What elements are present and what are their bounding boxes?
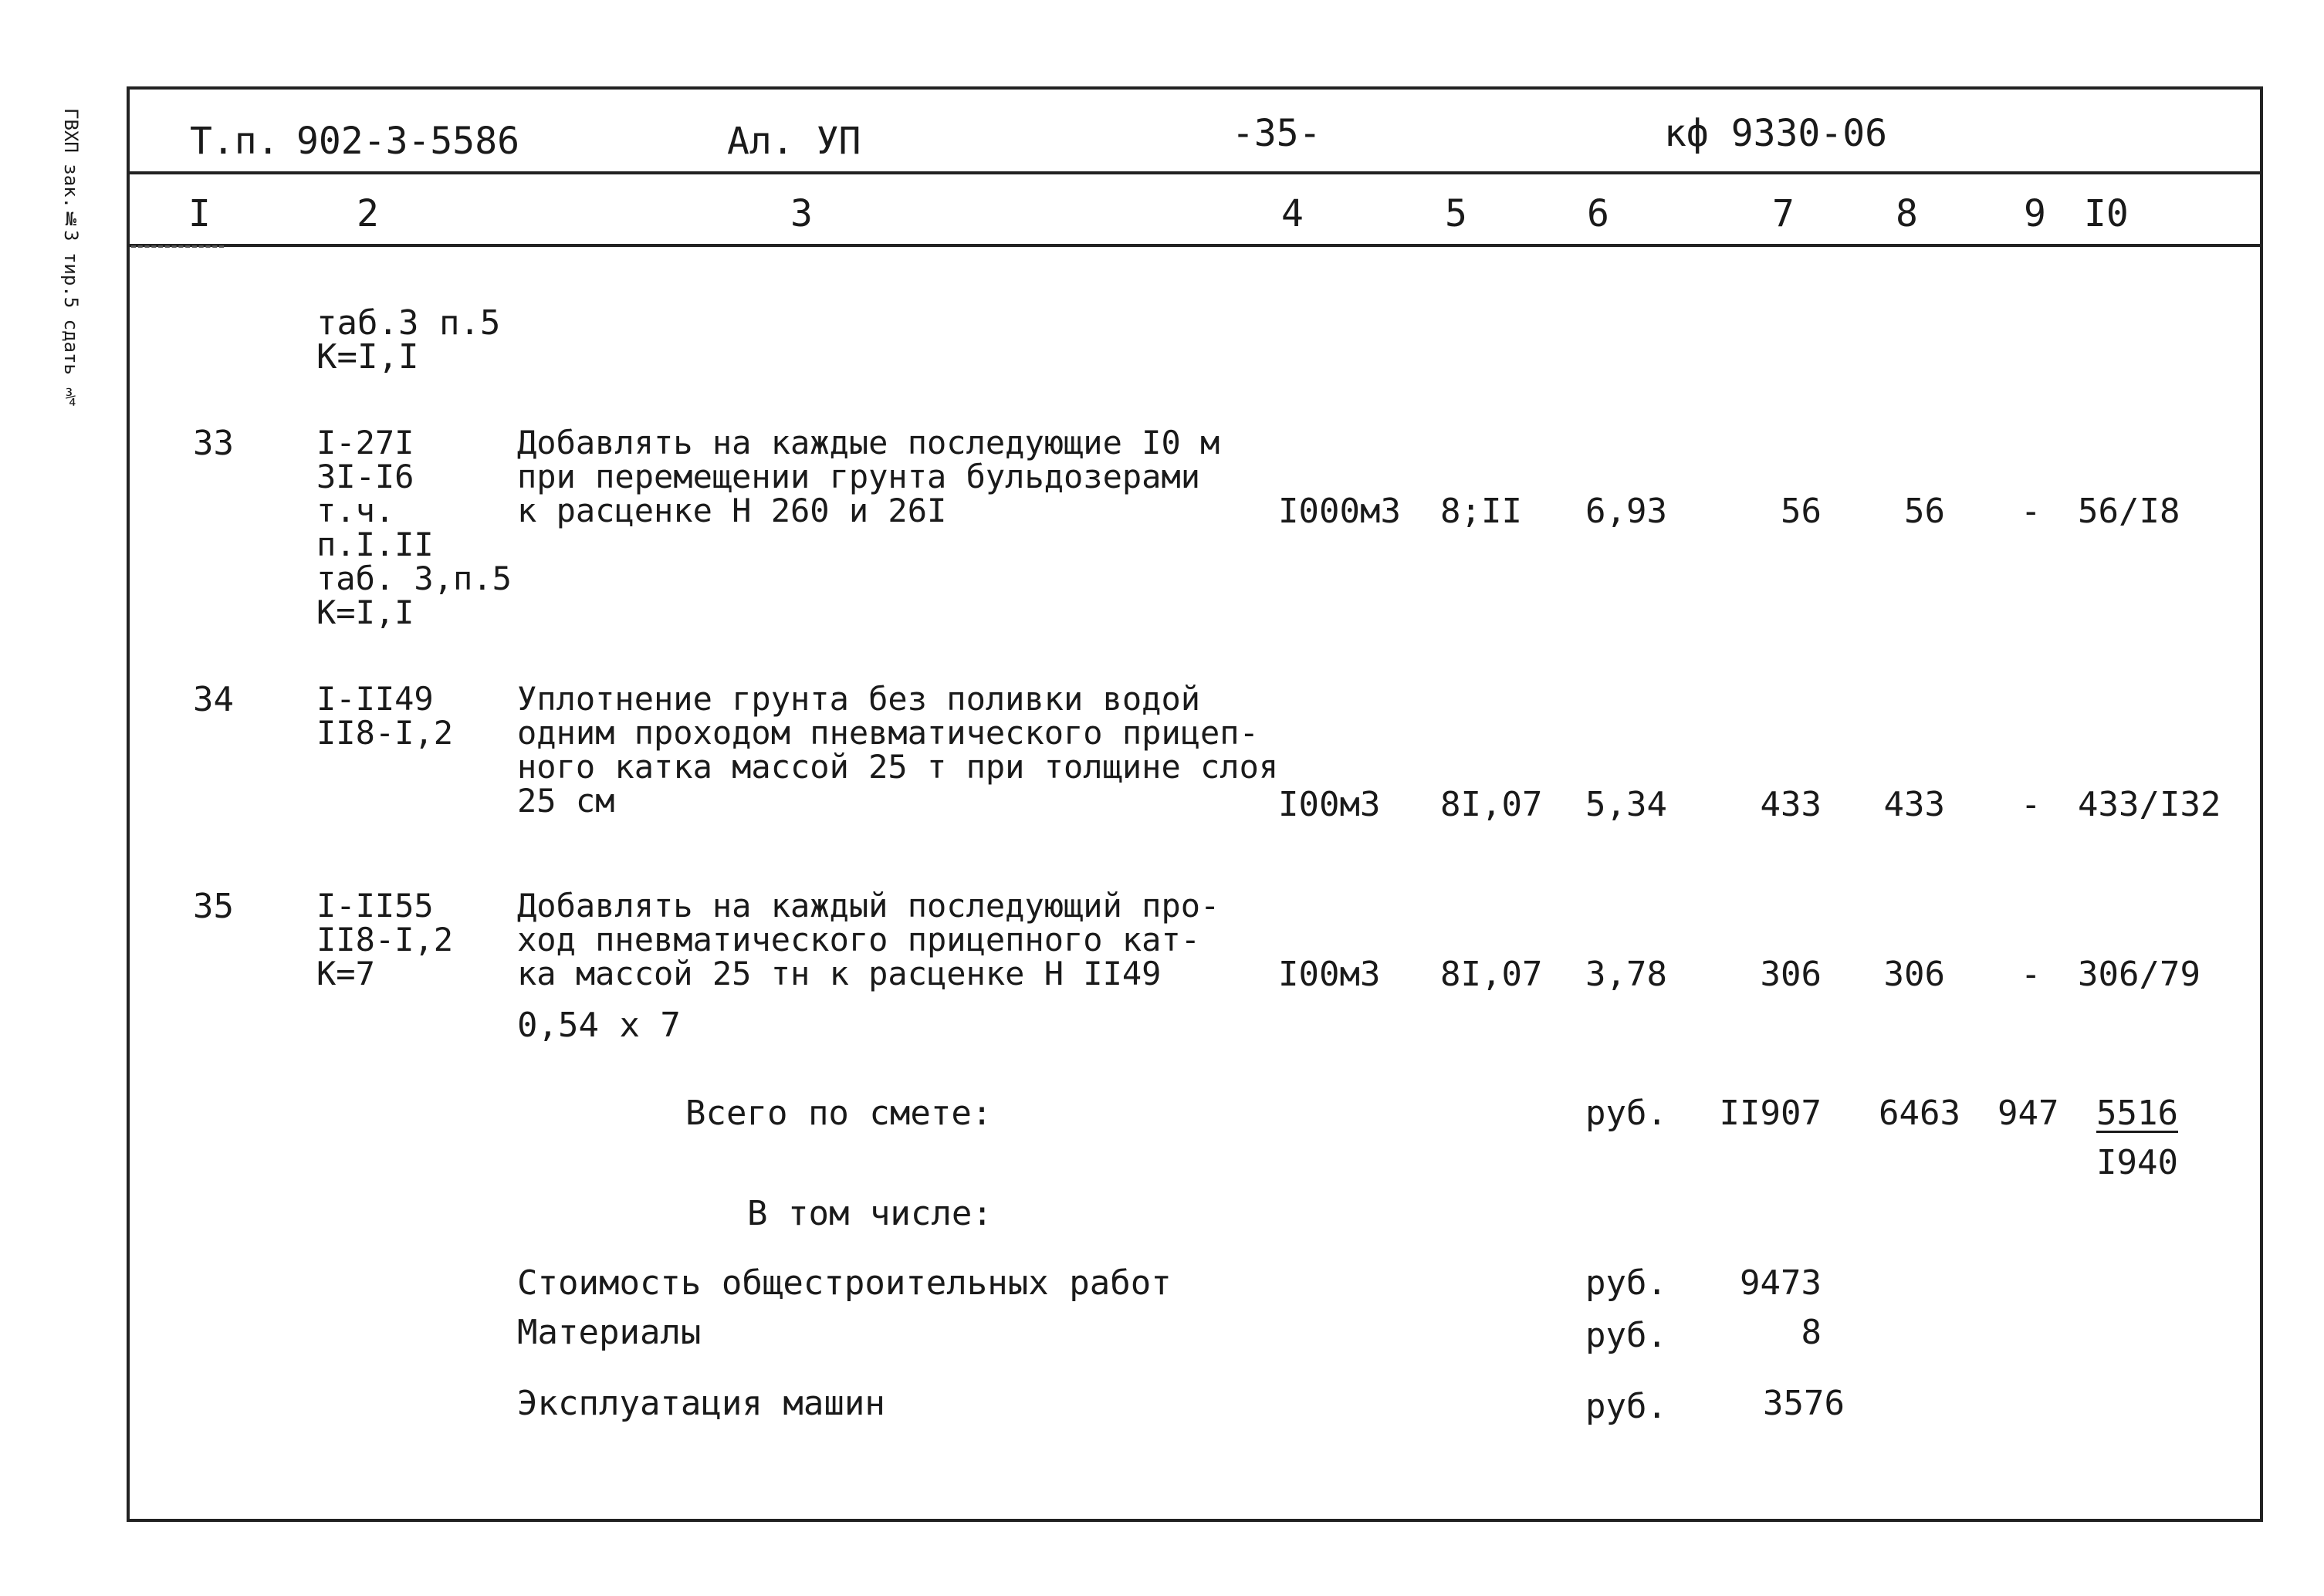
breakdown-label: Эксплуатация машин xyxy=(517,1384,885,1423)
row-35-num: 35 xyxy=(193,887,234,926)
row-33-c10: 56/I8 xyxy=(2078,492,2180,531)
row-35-note: 0,54 х 7 xyxy=(517,1006,681,1045)
col-10: I0 xyxy=(2084,192,2129,235)
header-divider xyxy=(127,171,2263,174)
total-c8: 6463 xyxy=(1879,1094,1960,1133)
row-35-ref: II8-I,2 xyxy=(316,921,454,959)
total-c10-bottom: I940 xyxy=(2096,1143,2178,1182)
row-33-price: 6,93 xyxy=(1585,492,1667,531)
row-35-unit: I00м3 xyxy=(1278,955,1381,994)
row-33-qty: 8;II xyxy=(1440,492,1522,531)
tp-number: 902-3-5586 xyxy=(296,120,519,163)
row-34-c10: 433/I32 xyxy=(2078,785,2221,824)
row-33-desc: при перемещении грунта бульдозерами xyxy=(517,458,1201,495)
tp-label: Т.п. xyxy=(190,120,279,163)
row-33-ref: I-27I xyxy=(316,424,414,462)
row-34-ref: II8-I,2 xyxy=(316,714,454,752)
row-35-ref: I-II55 xyxy=(316,887,434,925)
breakdown-unit: руб. xyxy=(1585,1387,1667,1426)
breakdown-label: Стоимость общестроительных работ xyxy=(517,1263,1172,1303)
row-33-ref: К=I,I xyxy=(316,593,414,631)
row-34-c8: 433 xyxy=(1883,785,1945,824)
row-33-unit: I000м3 xyxy=(1278,492,1401,531)
row-33-ref: таб. 3,п.5 xyxy=(316,560,512,597)
row-34-desc: ного катка массой 25 т при толщине слоя xyxy=(517,748,1279,786)
row-33-ref: п.I.II xyxy=(316,526,434,563)
margin-note: ГВХП зак.№3 тир.5 сдать ¾ xyxy=(60,108,82,408)
total-c9: 947 xyxy=(1998,1094,2059,1133)
row-33-c9: - xyxy=(2021,492,2042,531)
including-label: В том числе: xyxy=(747,1194,993,1233)
breakdown-value: 3576 xyxy=(1763,1384,1845,1423)
col-6: 6 xyxy=(1587,192,1609,235)
row-33-desc: к расценке Н 260 и 26I xyxy=(517,492,947,529)
row-34-qty: 8I,07 xyxy=(1440,785,1543,824)
row-35-c10: 306/79 xyxy=(2078,955,2201,994)
row-34-desc: 25 см xyxy=(517,782,615,820)
row-35-qty: 8I,07 xyxy=(1440,955,1543,994)
row-35-price: 3,78 xyxy=(1585,955,1667,994)
row-35-ref: К=7 xyxy=(316,955,375,992)
col-5: 5 xyxy=(1445,192,1467,235)
album: Ал. УП xyxy=(727,120,861,163)
row-34-num: 34 xyxy=(193,680,234,719)
row-35-c9: - xyxy=(2021,955,2042,994)
breakdown-unit: руб. xyxy=(1585,1263,1667,1303)
total-label: Всего по смете: xyxy=(685,1094,993,1133)
row-33-num: 33 xyxy=(193,424,234,463)
row-34-c7: 433 xyxy=(1760,785,1822,824)
row-34-desc: одним проходом пневматического прицеп- xyxy=(517,714,1259,752)
document-code: кф 9330-06 xyxy=(1664,112,1887,155)
col-2: 2 xyxy=(357,192,379,235)
row-33-ref: 3I-I6 xyxy=(316,458,414,495)
row-34-c9: - xyxy=(2021,785,2042,824)
col-7: 7 xyxy=(1772,192,1795,235)
col-3: 3 xyxy=(790,192,813,235)
total-c7: II907 xyxy=(1719,1094,1822,1133)
row-33-ref: т.ч. xyxy=(316,492,395,529)
carry-over-line: таб.3 п.5 xyxy=(316,303,501,343)
row-33-c8: 56 xyxy=(1904,492,1945,531)
total-c10-top: 5516 xyxy=(2096,1094,2178,1133)
row-34-unit: I00м3 xyxy=(1278,785,1381,824)
breakdown-label: Материалы xyxy=(517,1313,702,1352)
row-34-price: 5,34 xyxy=(1585,785,1667,824)
col-8: 8 xyxy=(1896,192,1918,235)
col-9: 9 xyxy=(2024,192,2046,235)
columns-divider xyxy=(127,244,2263,247)
row-33-desc: Добавлять на каждые последующие I0 м xyxy=(517,424,1220,462)
row-34-desc: Уплотнение грунта без поливки водой xyxy=(517,680,1201,718)
row-33-c7: 56 xyxy=(1781,492,1822,531)
page-number: -35- xyxy=(1232,112,1321,155)
col-1: I xyxy=(188,192,211,235)
row-35-c8: 306 xyxy=(1883,955,1945,994)
row-35-desc: ход пневматического прицепного кат- xyxy=(517,921,1201,959)
row-34-ref: I-II49 xyxy=(316,680,434,718)
row-35-desc: Добавлять на каждый последующий про- xyxy=(517,887,1220,925)
breakdown-unit: руб. xyxy=(1585,1316,1667,1355)
row-35-desc: ка массой 25 тн к расценке Н II49 xyxy=(517,955,1162,992)
carry-over-line: К=I,I xyxy=(316,337,419,377)
margin-dash xyxy=(131,245,224,248)
breakdown-value: 8 xyxy=(1801,1313,1822,1352)
col-4: 4 xyxy=(1281,192,1304,235)
total-unit: руб. xyxy=(1585,1094,1667,1133)
row-35-c7: 306 xyxy=(1760,955,1822,994)
breakdown-value: 9473 xyxy=(1740,1263,1822,1303)
